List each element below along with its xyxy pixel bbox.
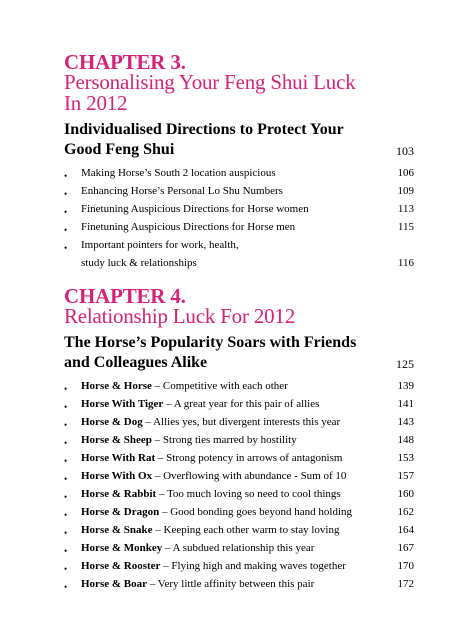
toc-item-text: Finetuning Auspicious Directions for Horse men	[81, 221, 296, 233]
bullet-icon: •	[64, 582, 68, 592]
page-number: 125	[396, 357, 414, 371]
page-number: 113	[397, 203, 414, 215]
pair-name: Horse & Snake	[81, 524, 153, 536]
bullet-icon: •	[64, 438, 68, 448]
page-number: 172	[397, 578, 414, 590]
page-number: 153	[397, 452, 414, 464]
toc-item[interactable]	[64, 503, 414, 521]
page-number: 143	[397, 416, 414, 428]
toc-item[interactable]	[64, 575, 414, 593]
pair-name: Horse With Ox	[81, 470, 153, 482]
page-number: 170	[397, 560, 414, 572]
bullet-icon: •	[64, 189, 68, 199]
bullet-icon: •	[64, 474, 68, 484]
bullet-icon: •	[64, 402, 68, 412]
toc-item-text-line2: study luck & relationships	[81, 257, 197, 269]
page-number: 167	[397, 542, 414, 554]
toc-item-text-line1: Important pointers for work, health,	[81, 239, 239, 251]
toc-item[interactable]	[64, 467, 414, 485]
pair-name: Horse & Rabbit	[81, 488, 157, 500]
toc-item-text	[81, 539, 384, 557]
chapter-title: Personalising Your Feng Shui Luck	[64, 70, 356, 94]
toc-list	[64, 377, 414, 593]
bullet-icon: •	[64, 243, 68, 253]
toc-item-text	[81, 413, 384, 431]
toc-item-text	[81, 431, 384, 449]
bullet-icon: •	[64, 492, 68, 502]
toc-item-text	[81, 557, 384, 575]
chapter-title-line2: In 2012	[64, 91, 128, 115]
pair-description: – Competitive with each other	[151, 380, 288, 392]
toc-item[interactable]	[64, 521, 414, 539]
toc-item[interactable]	[64, 431, 414, 449]
bullet-icon: •	[64, 546, 68, 556]
page-number: 162	[397, 506, 414, 518]
pair-name: Horse & Dragon	[81, 506, 160, 518]
section-heading-line1: Individualised Directions to Protect Your	[64, 121, 344, 138]
toc-item[interactable]	[64, 377, 414, 395]
section-heading[interactable]	[64, 353, 414, 373]
pair-name: Horse & Boar	[81, 578, 147, 590]
bullet-icon: •	[64, 384, 68, 394]
toc-item-text	[81, 485, 384, 503]
pair-name: Horse & Sheep	[81, 434, 152, 446]
toc-item-text	[81, 395, 384, 413]
bullet-icon: •	[64, 420, 68, 430]
bullet-icon: •	[64, 528, 68, 538]
section-title: and Colleagues Alike	[64, 354, 208, 371]
toc-item-text	[81, 575, 384, 593]
toc-item[interactable]	[64, 449, 414, 467]
page-number: 115	[397, 221, 414, 233]
chapter-3	[64, 52, 414, 272]
chapter-label: CHAPTER 3.	[64, 50, 186, 74]
pair-description: – Too much loving so need to cool things	[156, 488, 341, 500]
toc-item-text: Finetuning Auspicious Directions for Horse women	[81, 203, 309, 215]
page-number: 164	[397, 524, 414, 536]
page-number: 109	[397, 185, 414, 197]
chapter-title: Relationship Luck For 2012	[64, 304, 296, 328]
toc-item-text	[81, 503, 384, 521]
bullet-icon: •	[64, 564, 68, 574]
pair-description: – Keeping each other warm to stay loving	[152, 524, 340, 536]
toc-item-text	[81, 449, 384, 467]
bullet-icon: •	[64, 207, 68, 217]
toc-item[interactable]	[64, 557, 414, 575]
chapter-label: CHAPTER 4.	[64, 284, 186, 308]
pair-name: Horse With Rat	[81, 452, 156, 464]
pair-description: – Good bonding goes beyond hand holding	[159, 506, 353, 518]
page-number: 160	[397, 488, 414, 500]
toc-item[interactable]	[64, 539, 414, 557]
toc-item[interactable]	[64, 218, 414, 236]
toc-item-text	[81, 236, 311, 272]
toc-item-text: Making Horse’s South 2 location auspicious	[81, 167, 276, 179]
pair-name: Horse & Rooster	[81, 560, 161, 572]
pair-description: – Very little affinity between this pair	[146, 578, 315, 590]
pair-description: – Strong potency in arrows of antagonism	[155, 452, 343, 464]
page-number: 157	[397, 470, 414, 482]
toc-item-text	[81, 467, 384, 485]
pair-description: – A subdued relationship this year	[162, 542, 315, 554]
page-number: 116	[397, 257, 414, 269]
pair-name: Horse & Dog	[81, 416, 143, 428]
toc-item-text	[81, 377, 384, 395]
page-number: 106	[397, 167, 414, 179]
bullet-icon: •	[64, 456, 68, 466]
page-number: 139	[397, 380, 414, 392]
pair-name: Horse & Horse	[81, 380, 152, 392]
pair-description: – Overflowing with abundance - Sum of 10	[152, 470, 347, 482]
section-heading-line1: The Horse’s Popularity Soars with Friends	[64, 334, 357, 351]
pair-name: Horse & Monkey	[81, 542, 163, 554]
page-number: 141	[397, 398, 414, 410]
toc-item-text	[81, 521, 384, 539]
pair-description: – A great year for this pair of allies	[163, 398, 320, 410]
section-title: Good Feng Shui	[64, 141, 175, 158]
pair-description: – Allies yes, but divergent interests this year	[142, 416, 341, 428]
page-number: 148	[397, 434, 414, 446]
page-number: 103	[396, 144, 414, 158]
toc-item[interactable]	[64, 164, 414, 182]
bullet-icon: •	[64, 510, 68, 520]
toc-item-text: Enhancing Horse’s Personal Lo Shu Numbers	[81, 185, 283, 197]
toc-list	[64, 164, 414, 272]
pair-description: – Strong ties marred by hostility	[151, 434, 297, 446]
chapter-4	[64, 286, 414, 593]
toc-item[interactable]	[64, 413, 414, 431]
section-heading[interactable]	[64, 140, 414, 160]
bullet-icon: •	[64, 225, 68, 235]
pair-name: Horse With Tiger	[81, 398, 164, 410]
toc-item[interactable]	[64, 200, 414, 218]
toc-item[interactable]	[64, 236, 414, 272]
pair-description: – Flying high and making waves together	[160, 560, 346, 572]
toc-item[interactable]	[64, 395, 414, 413]
toc-item[interactable]	[64, 182, 414, 200]
toc-item[interactable]	[64, 485, 414, 503]
bullet-icon: •	[64, 171, 68, 181]
